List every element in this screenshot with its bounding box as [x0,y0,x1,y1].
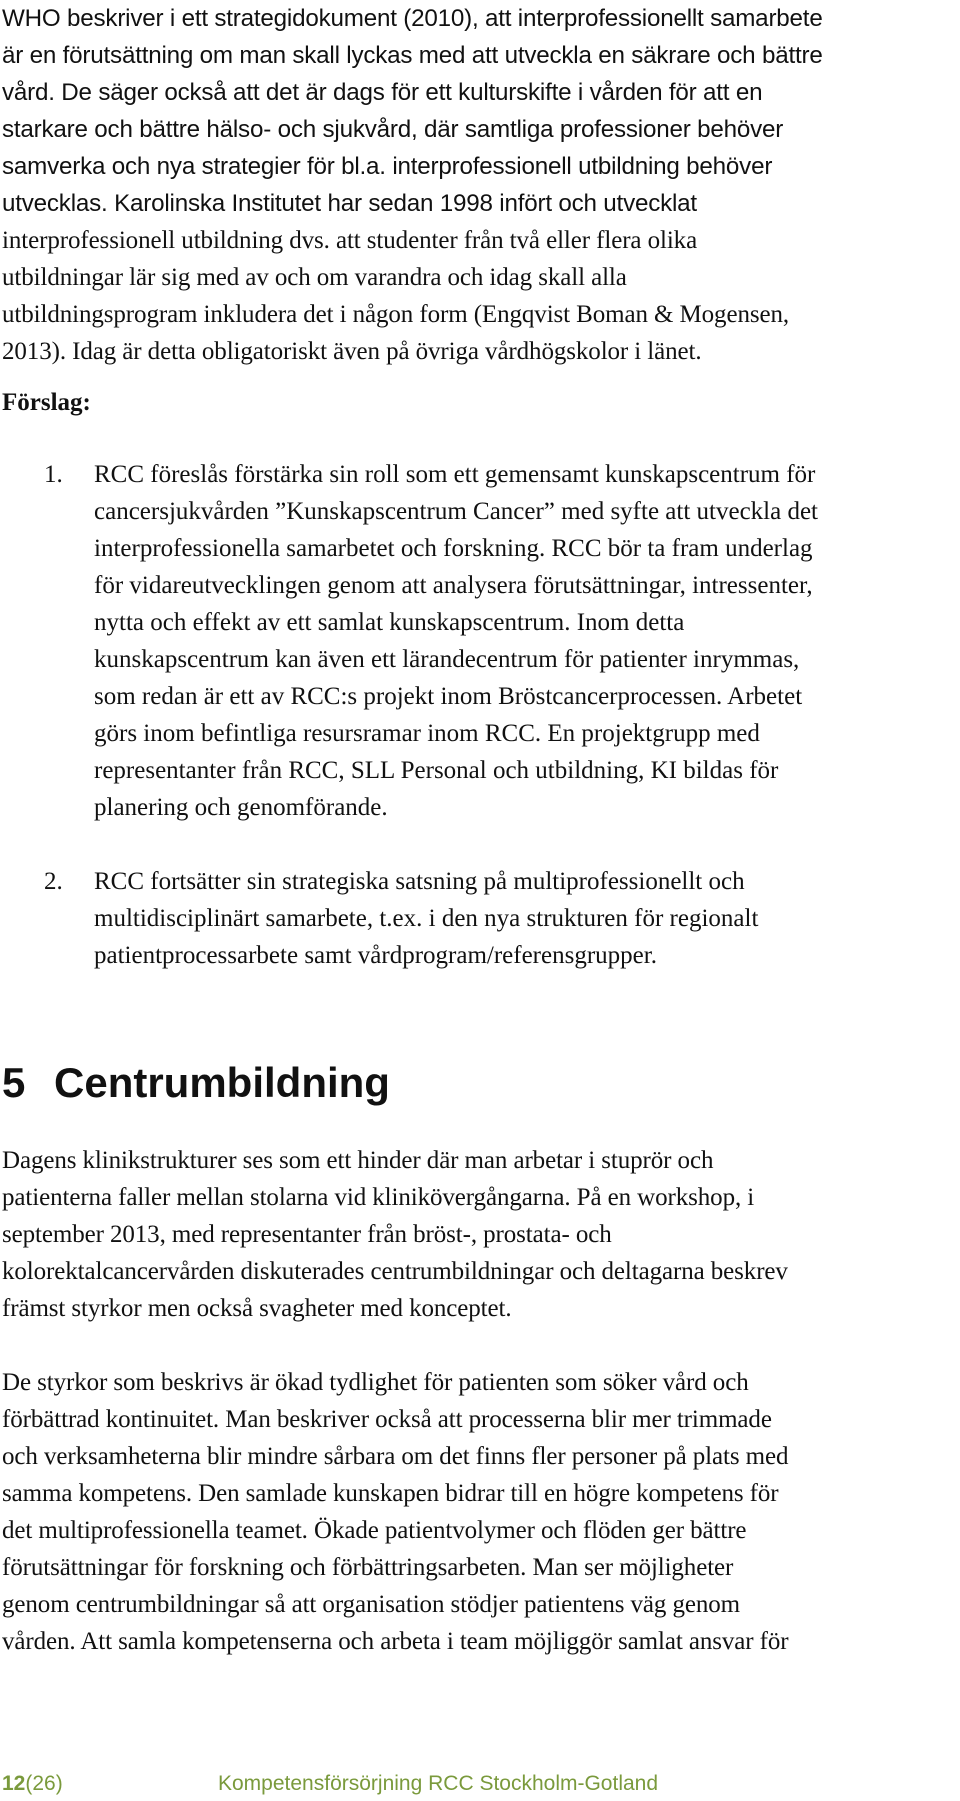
paragraph-line: det multiprofessionella teamet. Ökade patientvolymer och flöden ger bättre [2,1517,747,1544]
list-number: 1. [44,461,63,488]
proposal-line: multidisciplinärt samarbete, t.ex. i den nya strukturen för regionalt [94,905,759,932]
paragraph-line: och verksamheterna blir mindre sårbara om det finns fler personer på plats med [2,1443,789,1470]
paragraph-line: kolorektalcancervården diskuterades centrumbildningar och deltagarna beskrev [2,1258,788,1285]
paragraph-line: patienterna faller mellan stolarna vid klinikövergångarna. På en workshop, i [2,1184,755,1211]
proposal-line: kunskapscentrum kan även ett lärandecentrum för patienter inrymmas, [94,646,800,673]
intro-line: WHO beskriver i ett strategidokument (2010), att interprofessionellt samarbete [2,5,823,32]
proposal-line: nytta och effekt av ett samlat kunskapscentrum. Inom detta [94,609,685,636]
proposal-line: patientprocessarbete samt vårdprogram/referensgrupper. [94,942,657,969]
page-number: 12 [2,1772,26,1795]
intro-line: interprofessionell utbildning dvs. att studenter från två eller flera olika [2,227,698,254]
proposal-item-1 [2,456,952,826]
paragraph-line: De styrkor som beskrivs är ökad tydlighet för patienten som söker vård och [2,1369,749,1396]
proposal-text [94,863,758,974]
paragraph-line: förbättrad kontinuitet. Man beskriver också att processerna blir mer trimmade [2,1406,772,1433]
proposal-line: interprofessionella samarbetet och forskning. RCC bör ta fram underlag [94,535,813,562]
page-footer [2,1771,659,1797]
section-title: Centrumbildning [54,1059,390,1106]
intro-line: är en förutsättning om man skall lyckas med att utveckla en säkrare och bättre [2,42,823,69]
section-number: 5 [2,1059,26,1106]
paragraph-line: samma kompetens. Den samlade kunskapen bidrar till en högre kompetens för [2,1480,779,1507]
section-heading [2,1057,390,1109]
page-total: (26) [25,1772,63,1795]
paragraph-line: Dagens klinikstrukturer ses som ett hinder där man arbetar i stuprör och [2,1147,714,1174]
proposal-line: representanter från RCC, SLL Personal och utbildning, KI bildas för [94,757,779,784]
intro-line: utvecklas. Karolinska Institutet har sedan 1998 infört och utvecklat [2,190,697,217]
intro-line: utbildningsprogram inkludera det i någon form (Engqvist Boman & Mogensen, [2,301,790,328]
paragraph-line: främst styrkor men också svagheter med konceptet. [2,1295,512,1322]
intro-line: starkare och bättre hälso- och sjukvård, där samtliga professioner behöver [2,116,784,143]
proposals-heading: Förslag: [2,389,91,416]
intro-line: utbildningar lär sig med av och om varandra och idag skall alla [2,264,627,291]
proposal-line: RCC föreslås förstärka sin roll som ett gemensamt kunskapscentrum för [94,461,816,488]
proposal-item-2 [2,863,952,974]
proposal-line: görs inom befintliga resursramar inom RCC. En projektgrupp med [94,720,760,747]
paragraph-line: september 2013, med representanter från bröst-, prostata- och [2,1221,612,1248]
list-number: 2. [44,868,63,895]
proposal-line: som redan är ett av RCC:s projekt inom Bröstcancerprocessen. Arbetet [94,683,803,710]
intro-line: 2013). Idag är detta obligatoriskt även på övriga vårdhögskolor i länet. [2,338,702,365]
proposal-text [94,456,818,826]
intro-line: samverka och nya strategier för bl.a. interprofessionell utbildning behöver [2,153,773,180]
intro-paragraph [2,0,952,370]
paragraph-line: förutsättningar för forskning och förbättringsarbeten. Man ser möjligheter [2,1554,734,1581]
proposal-line: RCC fortsätter sin strategiska satsning på multiprofessionellt och [94,868,745,895]
document-title: Kompetensförsörjning RCC Stockholm-Gotland [218,1772,659,1795]
paragraph-line: genom centrumbildningar så att organisation stödjer patientens väg genom [2,1591,740,1618]
proposal-line: cancersjukvården ”Kunskapscentrum Cancer” med syfte att utveckla det [94,498,818,525]
proposal-line: planering och genomförande. [94,794,388,821]
proposal-line: för vidareutvecklingen genom att analysera förutsättningar, intressenter, [94,572,813,599]
paragraph-line: vården. Att samla kompetenserna och arbeta i team möjliggör samlat ansvar för [2,1628,789,1655]
intro-line: vård. De säger också att det är dags för ett kulturskifte i vården för att en [2,79,763,106]
section-paragraph-2 [2,1364,952,1660]
section-paragraph-1 [2,1142,952,1327]
